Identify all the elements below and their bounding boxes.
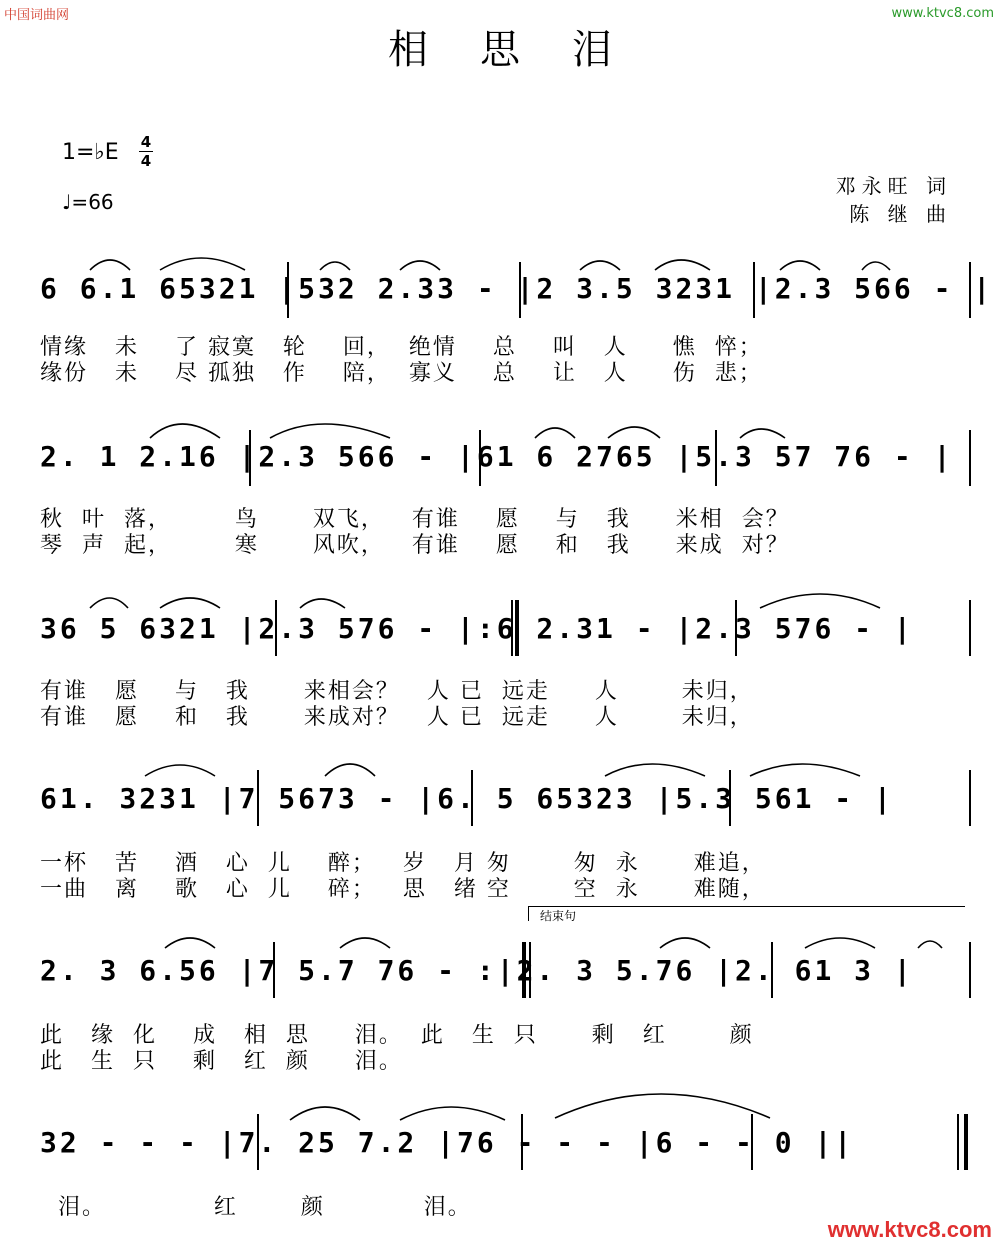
notation-row-4: 61. 3231 |7 5673 - |6. 5 65323 |5.3 561 - | [40, 782, 894, 815]
lyrics-row-1-verse-2: 缘份 未 尽 孤独 作 陪， 寡义 总 让 人 伤 悲； [40, 361, 763, 386]
site-url-right[interactable]: www.ktvc8.com [891, 6, 994, 21]
lyrics-row-3-verse-1: 有谁 愿 与 我 来相会？ 人 已 远走 人 未归， [40, 679, 754, 704]
watermark: www.ktvc8.com [827, 1217, 992, 1242]
notation-row-3: 36 5 6321 |2.3 576 - |:6 2.31 - |2.3 576 - | [40, 612, 914, 645]
lyrics-row-5-verse-1: 此 缘 化 成 相 思 泪。 此 生 只 剩 红 颜 [40, 1023, 754, 1048]
time-signature-top: 4 [140, 133, 152, 151]
lyrics-row-6-verse-1: 泪。 红 颜 泪。 [40, 1195, 472, 1220]
notation-row-1: 6 6.1 65321 |532 2.33 - |2 3.5 3231 |2.3 566 - | [40, 272, 994, 305]
ending-label: 结束句 [540, 909, 577, 923]
song-title: 相思泪 [388, 27, 664, 73]
lyrics-row-1-verse-1: 情缘 未 了 寂寞 轮 回， 绝情 总 叫 人 憔 悴； [40, 335, 763, 360]
lyricist-credit: 邓永旺 词 [835, 174, 952, 198]
tempo-marking: ♩=66 [62, 190, 114, 214]
lyrics-row-2-verse-2: 琴 声 起， 寒 风吹， 有谁 愿 和 我 来成 对？ [40, 533, 790, 558]
notation-row-2: 2. 1 2.16 |2.3 566 - |61 6 2765 |5.3 57 76 - | [40, 440, 954, 473]
composer-credit: 陈 继 曲 [849, 202, 952, 226]
lyrics-row-3-verse-2: 有谁 愿 和 我 来成对？ 人 已 远走 人 未归， [40, 705, 754, 730]
key-signature: 1=♭E [62, 140, 119, 165]
lyrics-row-5-verse-2: 此 生 只 剩 红 颜 泪。 [40, 1049, 403, 1074]
site-name-left: 中国词曲网 [4, 8, 70, 23]
lyrics-row-4-verse-2: 一曲 离 歌 心 儿 碎； 思 绪 空 空 永 难随， [40, 877, 766, 902]
lyrics-row-2-verse-1: 秋 叶 落， 鸟 双飞， 有谁 愿 与 我 米相 会？ [40, 507, 790, 532]
lyrics-row-4-verse-1: 一杯 苦 酒 心 儿 醉； 岁 月 匆 匆 永 难追， [40, 851, 766, 876]
notation-row-5: 2. 3 6.56 |7 5.7 76 - :|2. 3 5.76 |2. 61 3 | [40, 954, 914, 987]
notation-row-6: 32 - - - |7. 25 7.2 |76 - - - |6 - - 0 || [40, 1126, 855, 1159]
time-signature-bottom: 4 [140, 152, 152, 170]
